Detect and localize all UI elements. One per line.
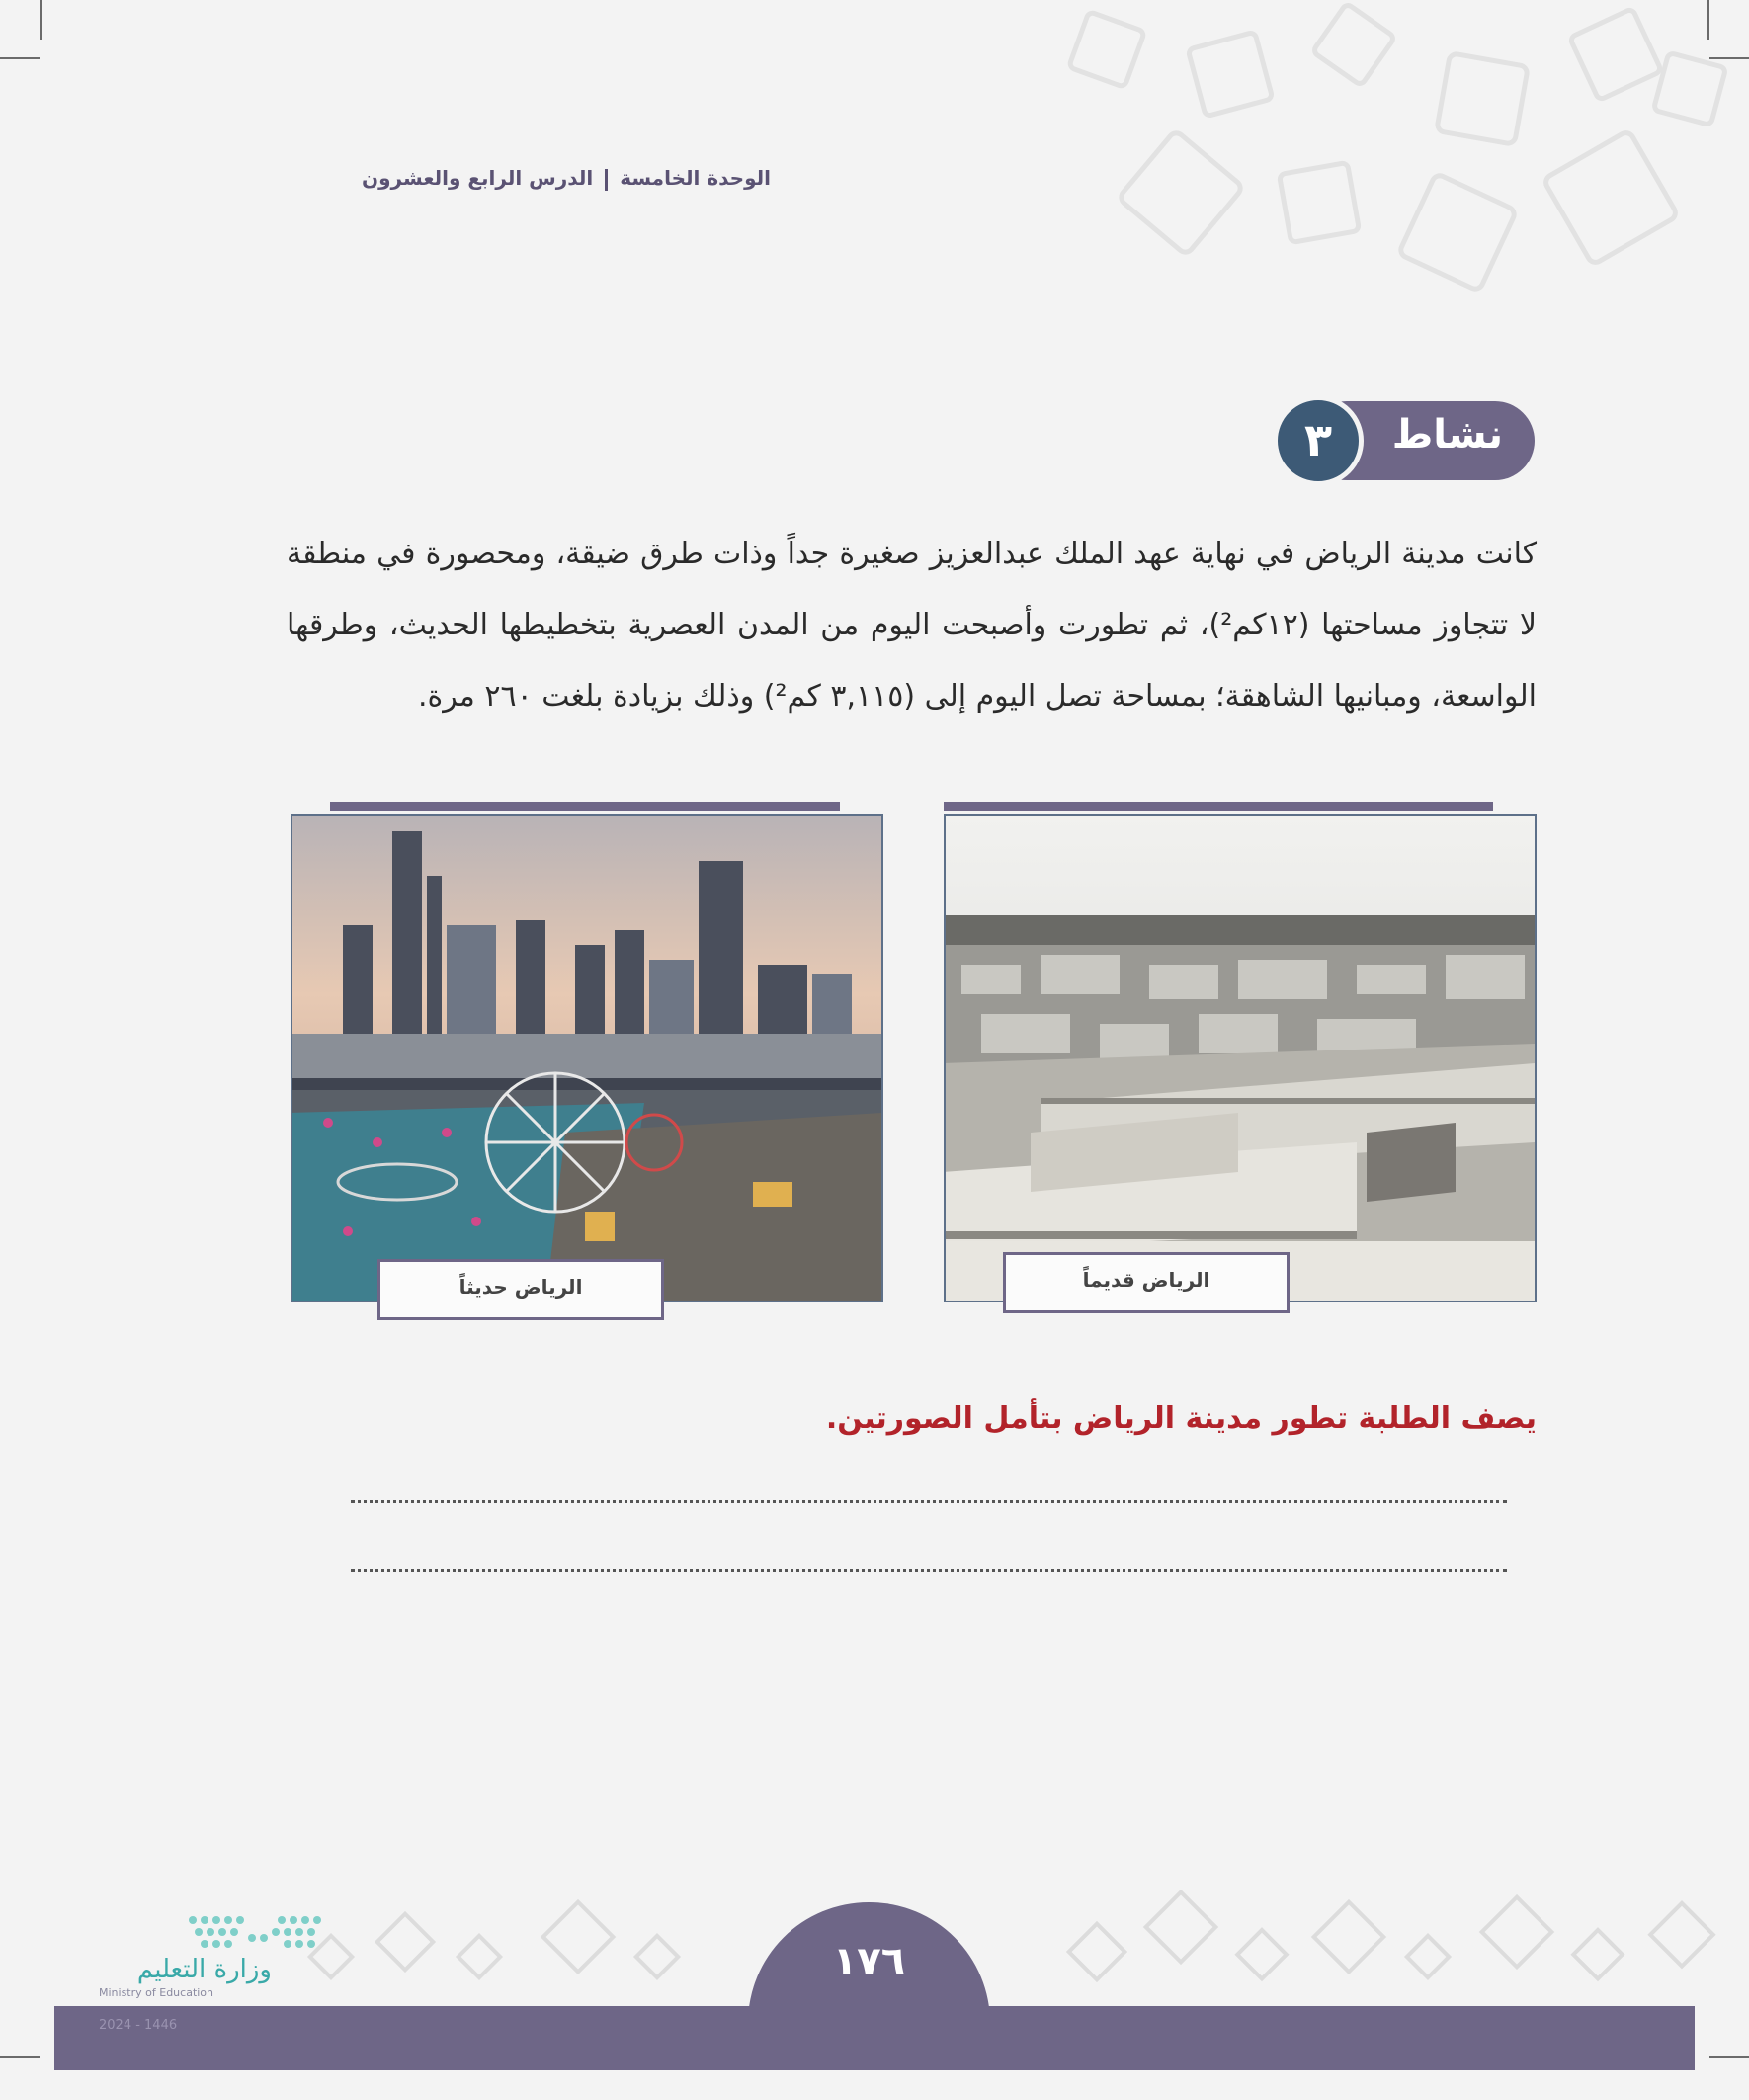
activity-question: يصف الطلبة تطور مدينة الرياض بتأمل الصورتين. xyxy=(825,1401,1537,1436)
old-riyadh-caption: الرياض قديماً xyxy=(1003,1252,1290,1313)
header-lesson: الدرس الرابع والعشرون xyxy=(362,166,594,190)
footer-pattern xyxy=(296,1883,1749,2001)
activity-number: ٣ xyxy=(1303,413,1333,466)
crop-mark xyxy=(40,0,42,40)
modern-riyadh-caption: الرياض حديثاً xyxy=(377,1259,664,1320)
edition-year: 2024 - 1446 xyxy=(99,2018,178,2033)
body-paragraph: كانت مدينة الرياض في نهاية عهد الملك عبدالعزيز صغيرة جداً وذات طرق ضيقة، ومحصورة في منطقة لا تتجاوز مساحتها (١٢كم²)، ثم تطورت وأصبحت اليوم من المدن العصرية بتخطيطها الحديث، وطرقها الواسعة، ومبانيها الشاهقة؛ بمساحة تصل اليوم إلى (٣,١١٥ كم²) وذلك بزيادة بلغت ٢٦٠ مرة. xyxy=(287,537,1538,714)
modern-city-illustration xyxy=(291,816,881,1302)
crop-mark xyxy=(1709,2056,1749,2058)
activity-label: نشاط xyxy=(1391,412,1503,458)
activity-badge xyxy=(1273,395,1535,486)
old-riyadh-photo xyxy=(944,814,1537,1302)
header-divider xyxy=(605,169,608,191)
crop-mark xyxy=(0,2056,40,2058)
crop-mark xyxy=(0,57,40,59)
answer-line-1[interactable] xyxy=(351,1500,1507,1503)
figure-top-bar xyxy=(944,802,1493,811)
ministry-name-arabic: وزارة التعليم xyxy=(136,1955,272,1984)
running-header xyxy=(277,166,771,206)
modern-riyadh-photo xyxy=(291,814,883,1302)
ministry-name-english: Ministry of Education xyxy=(99,1986,214,1999)
background-pattern xyxy=(1047,0,1749,336)
page-number: ١٧٦ xyxy=(832,1939,906,1984)
old-city-illustration xyxy=(944,816,1535,1302)
header-unit: الوحدة الخامسة xyxy=(620,166,771,190)
answer-line-2[interactable] xyxy=(351,1569,1507,1572)
figure-top-bar xyxy=(330,802,840,811)
